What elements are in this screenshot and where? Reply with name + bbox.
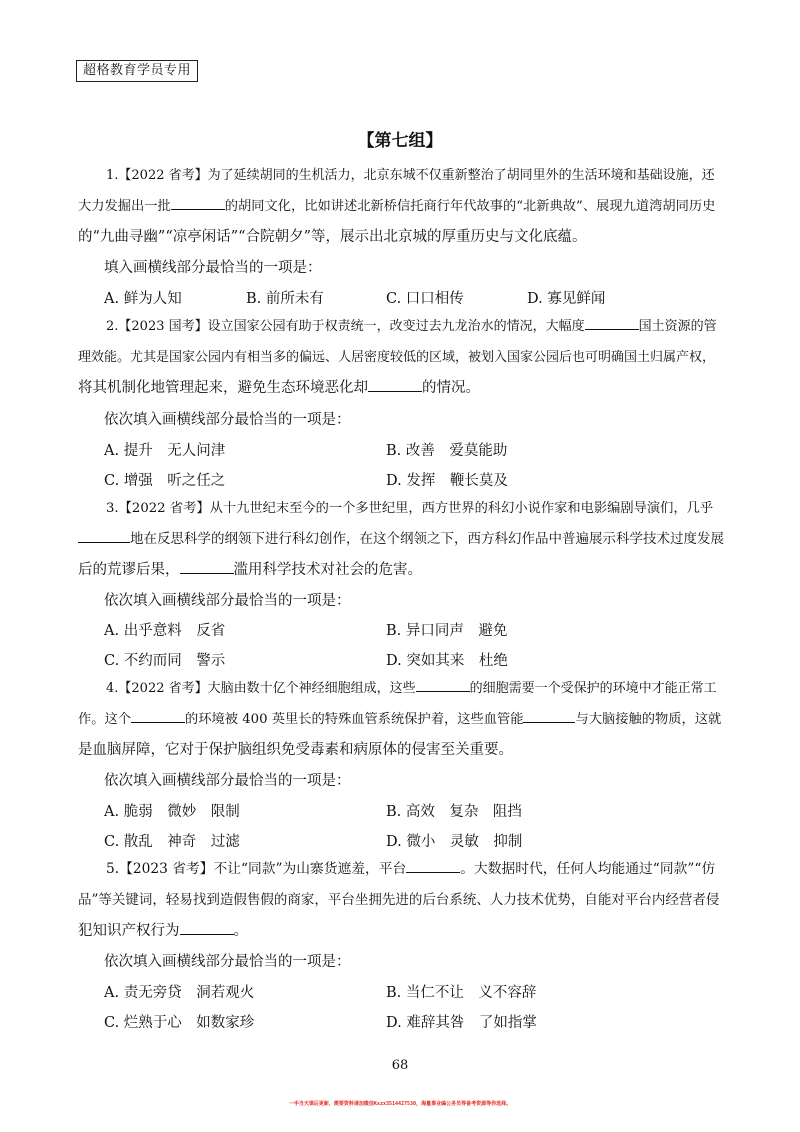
question-3-stem (78, 493, 724, 586)
question-5-line-2: 品”等关键词，轻易找到造假售假的商家，平台坐拥先进的后台系统、人力技术优势，自能对平台内经营者侵 (78, 892, 720, 908)
question-1-option-c: C. 口口相传 (386, 291, 464, 307)
question-2-option-a: A. 提升 无人问津 (104, 443, 226, 459)
question-3-option-d: D. 突如其来 杜绝 (386, 653, 508, 669)
question-4-line-2: 作。这个 的环境被 400 英里长的特殊血管系统保护着，这些血管能 与大脑接触的物质，这就 (78, 704, 724, 735)
question-2-line-1: 2.【2023 国考】设立国家公园有助于权责统一，改变过去九龙治水的情况，大幅度 国土资源的管 (78, 311, 724, 342)
question-4-option-d: D. 微小 灵敏 抑制 (386, 834, 523, 850)
question-3-option-c: C. 不约而同 警示 (104, 653, 226, 669)
group-title: 【第七组】 (357, 131, 443, 151)
question-2-option-d: D. 发挥 鞭长莫及 (386, 473, 508, 489)
answer-blank (523, 708, 575, 723)
question-2-option-c: C. 增强 听之任之 (104, 473, 226, 489)
question-1-line-1: 1.【2022 省考】为了延续胡同的生机活力，北京东城不仅重新整治了胡同里外的生活环境和基础设施，还 (106, 168, 715, 183)
question-3-line-2: 地在反思科学的纲领下进行科幻创作，在这个纲领之下，西方科幻作品中普遍展示科学技术过度发展 (78, 524, 724, 555)
question-4-option-c: C. 散乱 神奇 过滤 (104, 834, 240, 850)
question-3-line-1: 3.【2022 省考】从十九世纪末至今的一个多世纪里，西方世界的科幻小说作家和电影编剧导演们，几乎 (106, 501, 714, 516)
answer-blank (131, 708, 185, 723)
question-2-stem (78, 311, 724, 404)
question-1-option-d: D. 寡见鲜闻 (527, 291, 606, 307)
question-5-stem (78, 854, 724, 947)
question-4-line-3: 是血脑屏障，它对于保护脑组织免受毒素和病原体的侵害至关重要。 (78, 742, 513, 758)
answer-blank (368, 377, 422, 392)
answer-blank (416, 677, 470, 692)
question-2-line-3: 将其机制化地管理起来，避免生态环境恶化却 的情况。 (78, 373, 724, 404)
footer-banner: 一手当天课后更新，需要资料请加微信Kszx3514427530，海量事业编公务员等备考资源等你选择。 (288, 1101, 512, 1107)
question-2-prompt: 依次填入画横线部分最恰当的一项是： (104, 412, 351, 428)
question-4-option-a: A. 脆弱 微妙 限制 (104, 804, 240, 820)
answer-blank (78, 528, 130, 543)
question-4-option-b: B. 高效 复杂 阻挡 (386, 804, 522, 820)
question-5-line-1: 5.【2023 省考】不让“同款”为山寨货遮羞，平台 。大数据时代，任何人均能通过“同款”“仿 (78, 854, 724, 885)
question-1-option-a: A. 鲜为人知 (104, 291, 182, 307)
question-1-prompt: 填入画横线部分最恰当的一项是： (104, 260, 322, 276)
question-2-option-b: B. 改善 爱莫能助 (386, 443, 508, 459)
question-3-option-a: A. 出乎意料 反省 (104, 623, 226, 639)
question-5-line-3: 犯知识产权行为 。 (78, 916, 724, 947)
student-only-stamp: 超格教育学员专用 (76, 60, 198, 82)
question-1-line-3: 的“九曲寻幽”“凉亭闲话”“合院朝夕”等，展示出北京城的厚重历史与文化底蕴。 (78, 229, 587, 245)
answer-blank (180, 920, 234, 935)
question-5-prompt: 依次填入画横线部分最恰当的一项是： (104, 954, 351, 970)
question-5-option-a: A. 责无旁贷 洞若观火 (104, 985, 255, 1001)
question-1-line-2: 大力发掘出一批 的胡同文化，比如讲述北新桥信托商行年代故事的“北新典故”、展现九道湾胡同历史 (78, 191, 724, 222)
answer-blank (585, 315, 639, 330)
question-2-line-2: 理效能。尤其是国家公园内有相当多的偏远、人居密度较低的区域，被划入国家公园后也可明确国土归属产权， (78, 350, 716, 365)
answer-blank (406, 858, 460, 873)
question-4-line-1: 4.【2022 省考】大脑由数十亿个神经细胞组成，这些 的细胞需要一个受保护的环境中才能正常工 (78, 673, 724, 704)
question-3-prompt: 依次填入画横线部分最恰当的一项是： (104, 593, 351, 609)
question-4-stem (78, 673, 724, 766)
question-4-prompt: 依次填入画横线部分最恰当的一项是： (104, 773, 351, 789)
answer-blank (180, 559, 234, 574)
question-3-line-3: 后的荒谬后果， 滥用科学技术对社会的危害。 (78, 555, 724, 586)
question-5-option-d: D. 难辞其咎 了如指掌 (386, 1015, 537, 1031)
question-5-option-c: C. 烂熟于心 如数家珍 (104, 1015, 255, 1031)
question-1-stem (78, 160, 724, 253)
question-5-option-b: B. 当仁不让 义不容辞 (386, 985, 537, 1001)
question-3-option-b: B. 异口同声 避免 (386, 623, 508, 639)
question-1-option-b: B. 前所未有 (246, 291, 324, 307)
answer-blank (171, 195, 225, 210)
page-number: 68 (391, 1058, 409, 1073)
